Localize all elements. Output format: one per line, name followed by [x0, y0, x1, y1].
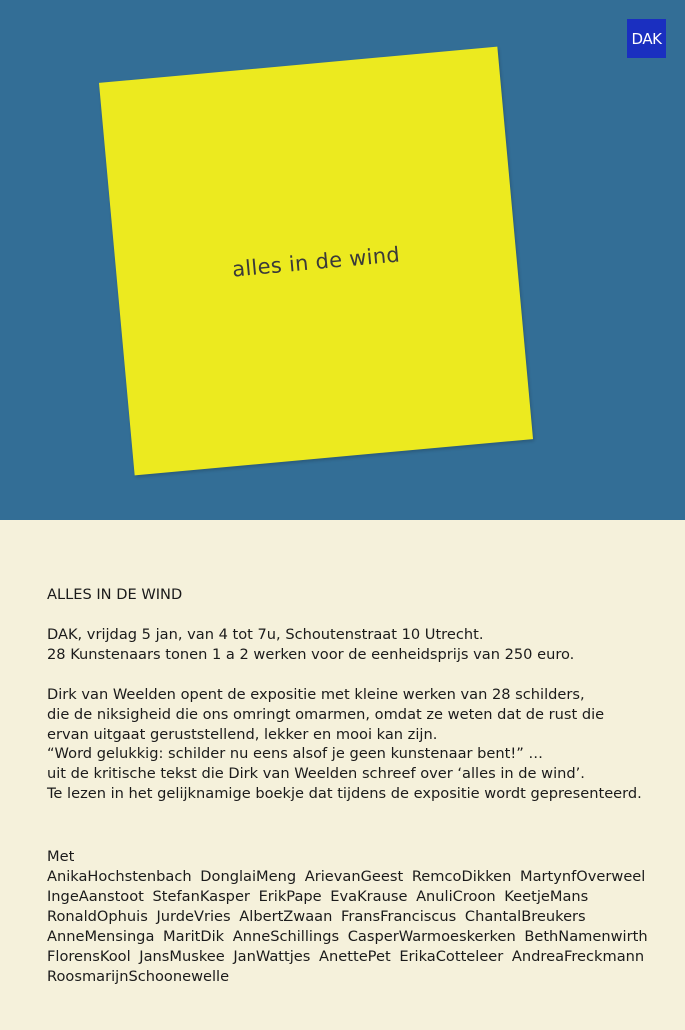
book-title: alles in de wind — [231, 242, 401, 282]
artist-name: ErikaCotteleer — [399, 947, 504, 965]
artist-name: MartynfOverweel — [520, 868, 646, 886]
exhibition-heading: ALLES IN DE WIND — [47, 586, 183, 603]
dak-logo: DAK — [627, 19, 666, 58]
artist-name: DonglaiMeng — [200, 868, 297, 886]
description-line: uit de kritische tekst die Dirk van Weelden schreef over ‘alles in de wind’. — [47, 765, 585, 783]
artist-list — [47, 867, 677, 986]
artist-name: EvaKrause — [330, 887, 408, 905]
artist-name: JansMuskee — [139, 947, 225, 965]
description-line: “Word gelukkig: schilder nu eens alsof je geen kunstenaar bent!” … — [47, 745, 544, 763]
artist-name: AndreaFreckmann — [511, 947, 645, 965]
artist-name: AnuliCroon — [416, 887, 496, 905]
artist-name: JanWattjes — [233, 947, 311, 965]
description-line: ervan uitgaat geruststellend, lekker en mooi kan zijn. — [47, 725, 438, 743]
description-line: die de niksigheid die ons omringt omarmen, omdat ze weten dat de rust die — [47, 705, 605, 723]
artist-name: StefanKasper — [152, 887, 250, 905]
artist-name: ErikPape — [258, 887, 322, 905]
artist-name: FransFranciscus — [341, 907, 457, 925]
artist-name: RemcoDikken — [411, 868, 512, 886]
description-line: Te lezen in het gelijknamige boekje dat tijdens de expositie wordt gepresenteerd. — [47, 785, 642, 803]
artist-name: AnneSchillings — [232, 927, 340, 945]
artist-name: AlbertZwaan — [239, 907, 333, 925]
event-details: DAK, vrijdag 5 jan, van 4 tot 7u, Schoutenstraat 10 Utrecht. — [47, 625, 484, 643]
description-line: Dirk van Weelden opent de expositie met kleine werken van 28 schilders, — [47, 685, 585, 703]
artist-name: FlorensKool — [47, 947, 131, 965]
artist-name: RoosmarijnSchoonewelle — [47, 967, 230, 985]
artist-name: MaritDik — [163, 927, 225, 945]
artists-label: Met — [47, 848, 75, 866]
event-pricing: 28 Kunstenaars tonen 1 a 2 werken voor de eenheidsprijs van 250 euro. — [47, 645, 575, 663]
artist-name: ArievanGeest — [304, 868, 404, 886]
artist-name: AnneMensinga — [47, 927, 155, 945]
artist-name: AnikaHochstenbach — [47, 868, 192, 886]
book-cover — [99, 47, 533, 476]
artist-name: CasperWarmoeskerken — [347, 927, 516, 945]
artist-name: AnettePet — [319, 947, 391, 965]
artist-name: RonaldOphuis — [47, 907, 148, 925]
artist-name: ChantalBreukers — [464, 907, 586, 925]
artist-name: BethNamenwirth — [524, 927, 648, 945]
announcement-text — [47, 585, 677, 987]
artist-name: JurdeVries — [156, 907, 231, 925]
artist-name: KeetjeMans — [504, 887, 589, 905]
artist-name: IngeAanstoot — [47, 887, 144, 905]
